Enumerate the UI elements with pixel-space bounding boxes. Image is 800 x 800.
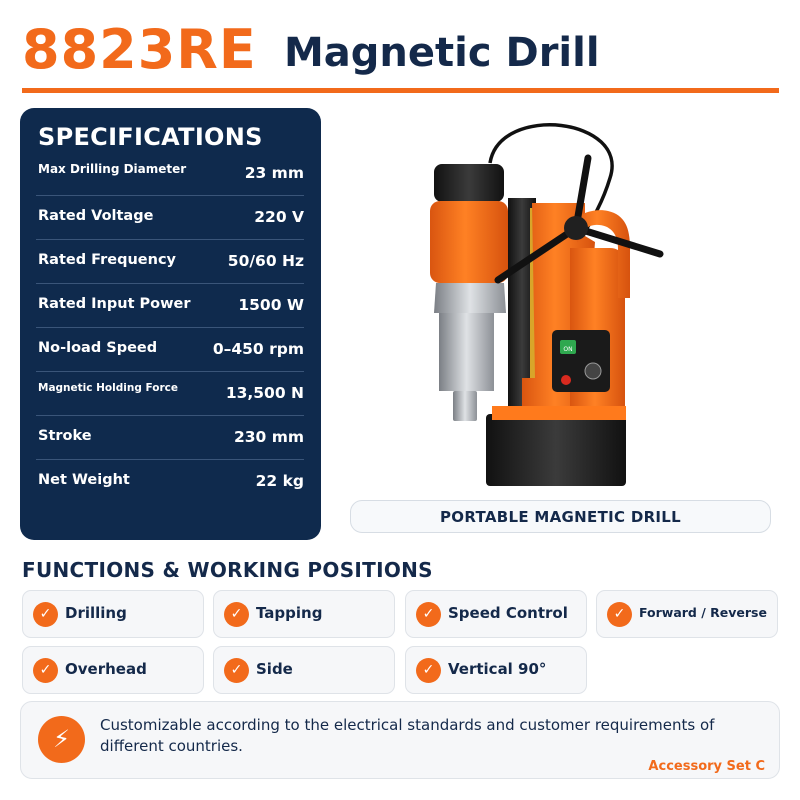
spec-row [36, 240, 304, 284]
function-item [405, 646, 587, 694]
spec-row [36, 372, 304, 416]
spec-value: 13,500 N [225, 384, 304, 402]
spec-label: Magnetic Holding Force [38, 382, 178, 394]
control-panel [552, 330, 610, 392]
spec-label: No-load Speed [38, 340, 158, 356]
spec-value: 220 V [254, 208, 304, 226]
page-header [22, 18, 782, 88]
drill-spindle-housing [439, 313, 494, 391]
spec-label: Stroke [38, 428, 92, 444]
function-label: Speed Control [448, 604, 568, 622]
image-caption [350, 500, 771, 533]
specifications-title: SPECIFICATIONS [38, 123, 263, 151]
magnetic-base [486, 414, 626, 486]
function-item [596, 590, 778, 638]
magnetic-drill-illustration [340, 108, 780, 500]
check-icon: ✓ [33, 602, 58, 627]
spec-label: Rated Voltage [38, 208, 154, 224]
check-icon: ✓ [33, 658, 58, 683]
arbor [453, 391, 477, 421]
spec-value: 23 mm [244, 164, 304, 182]
gearbox [434, 283, 506, 313]
model-number: 8823RE [22, 18, 257, 81]
customization-note [20, 701, 780, 779]
spec-value: 1500 W [238, 296, 304, 314]
spec-value: 230 mm [233, 428, 304, 446]
spec-row [36, 196, 304, 240]
function-item [213, 590, 395, 638]
lightning-icon: ⚡ [38, 716, 85, 763]
spec-value: 0–450 rpm [212, 340, 304, 358]
spec-label: Rated Frequency [38, 252, 177, 268]
function-label: Forward / Reverse [639, 605, 767, 620]
stop-button-icon [561, 375, 571, 385]
check-icon: ✓ [224, 658, 249, 683]
function-item [213, 646, 395, 694]
specifications-panel [20, 108, 321, 540]
check-icon: ✓ [416, 602, 441, 627]
spec-value: 50/60 Hz [227, 252, 304, 270]
spec-label: Rated Input Power [38, 296, 191, 312]
spec-row [36, 284, 304, 328]
product-image [340, 108, 780, 500]
functions-title: FUNCTIONS & WORKING POSITIONS [22, 558, 433, 582]
accessory-set-label: Accessory Set C [648, 759, 765, 774]
spec-value: 22 kg [255, 472, 304, 490]
header-divider [22, 88, 779, 93]
image-caption-text: PORTABLE MAGNETIC DRILL [439, 508, 682, 526]
check-icon: ✓ [224, 602, 249, 627]
spec-row [36, 328, 304, 372]
feed-hub [564, 216, 588, 240]
function-label: Overhead [65, 660, 147, 678]
spec-row [36, 152, 304, 196]
note-text: Customizable according to the electrical standards and customer requirements of different countries. [100, 716, 715, 755]
motor-housing [430, 201, 508, 283]
function-item [22, 646, 204, 694]
check-icon: ✓ [416, 658, 441, 683]
spec-label: Max Drilling Diameter [38, 162, 187, 176]
start-switch-label: ON [563, 346, 573, 353]
product-title: Magnetic Drill [284, 30, 600, 76]
base-plate [492, 406, 626, 420]
motor-cap [434, 164, 504, 202]
function-label: Drilling [65, 604, 127, 622]
spec-row [36, 460, 304, 504]
function-item [22, 590, 204, 638]
spec-label: Net Weight [38, 472, 130, 488]
speed-knob-icon [585, 363, 601, 379]
check-icon: ✓ [607, 602, 632, 627]
function-label: Tapping [256, 604, 323, 622]
function-item [405, 590, 587, 638]
function-label: Side [256, 660, 293, 678]
function-label: Vertical 90° [448, 660, 547, 678]
spec-row [36, 416, 304, 460]
